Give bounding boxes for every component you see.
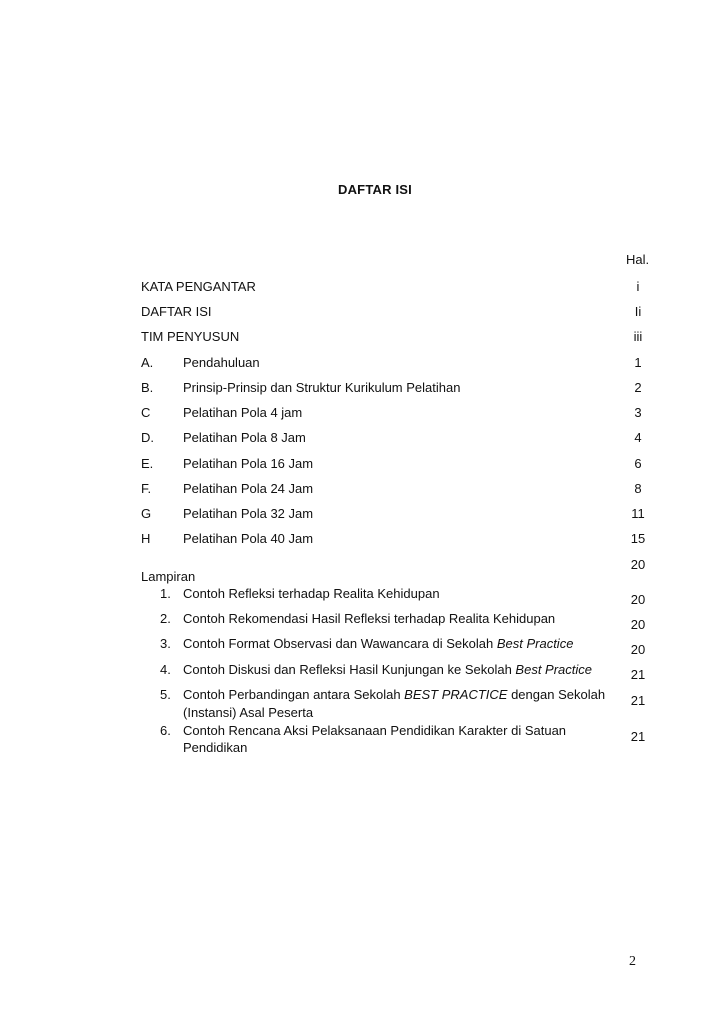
appendix-item-number: 3.	[160, 636, 171, 651]
chapter-title: Pelatihan Pola 24 Jam	[183, 481, 314, 496]
appendix-item-page: 21	[630, 729, 646, 744]
chapter-number: F.	[141, 481, 152, 496]
chapter-number: E.	[141, 456, 154, 471]
appendix-item-text: Contoh Rencana Aksi Pelaksanaan Pendidikan Karakter di Satuan	[183, 723, 567, 738]
chapter-page: 11	[631, 506, 645, 521]
chapter-page: 8	[634, 481, 642, 496]
appendix-page: 20	[630, 557, 646, 572]
chapter-page: 2	[634, 380, 642, 395]
chapter-title: Pelatihan Pola 32 Jam	[183, 506, 314, 521]
appendix-item-page: 21	[630, 693, 646, 708]
appendix-item-number: 5.	[160, 687, 171, 702]
appendix-item-text: Contoh Perbandingan antara Sekolah BEST PRACTICE dengan Sekolah	[183, 687, 606, 702]
chapter-page: 6	[634, 456, 642, 471]
chapter-number: G	[141, 506, 152, 521]
chapter-page: 3	[634, 405, 642, 420]
toc-page-daftar-isi: Ii	[634, 304, 642, 319]
toc-page-kata-pengantar: i	[636, 279, 640, 294]
toc-page-tim-penyusun: iii	[633, 329, 643, 344]
appendix-item-text: Contoh Diskusi dan Refleksi Hasil Kunjungan ke Sekolah Best Practice	[183, 662, 593, 677]
appendix-heading: Lampiran	[141, 569, 196, 584]
appendix-item-page: 20	[630, 642, 646, 657]
page-number: 2	[629, 954, 636, 969]
appendix-item-number: 6.	[160, 723, 171, 738]
appendix-item-text-line2: Pendidikan	[183, 740, 248, 755]
appendix-item-page: 20	[630, 592, 646, 607]
appendix-item-page: 21	[630, 667, 646, 682]
appendix-item-number: 4.	[160, 662, 171, 677]
chapter-title: Pelatihan Pola 40 Jam	[183, 531, 314, 546]
appendix-item-number: 2.	[160, 611, 171, 626]
chapter-number: D.	[141, 430, 154, 445]
appendix-item-text: Contoh Format Observasi dan Wawancara di Sekolah Best Practice	[183, 636, 574, 651]
page-column-header: Hal.	[626, 252, 650, 267]
chapter-title: Pendahuluan	[183, 355, 260, 370]
appendix-item-italic: Best Practice	[496, 636, 574, 651]
appendix-item-text: Contoh Rekomendasi Hasil Refleksi terhadap Realita Kehidupan	[183, 611, 556, 626]
chapter-number: C	[141, 405, 151, 420]
appendix-item-text: Contoh Refleksi terhadap Realita Kehidupan	[183, 586, 440, 601]
chapter-number: H	[141, 531, 151, 546]
appendix-item-italic: Best Practice	[515, 662, 593, 677]
chapter-number: A.	[141, 355, 154, 370]
toc-entry-daftar-isi: DAFTAR ISI	[141, 304, 212, 319]
appendix-item-italic: BEST PRACTICE	[404, 687, 508, 702]
appendix-item-number: 1.	[160, 586, 171, 601]
chapter-title: Pelatihan Pola 4 jam	[183, 405, 303, 420]
chapter-title: Pelatihan Pola 16 Jam	[183, 456, 314, 471]
appendix-item-text-line2: (Instansi) Asal Peserta	[183, 705, 314, 720]
page-title: DAFTAR ISI	[338, 182, 412, 197]
chapter-title: Pelatihan Pola 8 Jam	[183, 430, 306, 445]
chapter-number: B.	[141, 380, 154, 395]
chapter-page: 15	[630, 531, 646, 546]
appendix-item-page: 20	[630, 617, 646, 632]
toc-entry-kata-pengantar: KATA PENGANTAR	[141, 279, 256, 294]
chapter-page: 1	[634, 355, 642, 370]
chapter-page: 4	[634, 430, 642, 445]
chapter-title: Prinsip-Prinsip dan Struktur Kurikulum Pelatihan	[183, 380, 461, 395]
toc-entry-tim-penyusun: TIM PENYUSUN	[141, 329, 240, 344]
